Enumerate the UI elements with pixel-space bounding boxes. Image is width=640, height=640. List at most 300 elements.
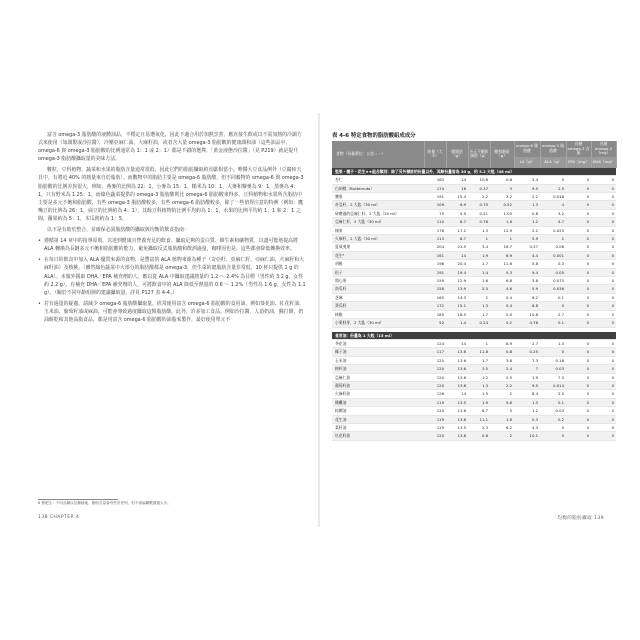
value-cell: 13.6 xyxy=(446,356,468,364)
value-cell: 2.2 xyxy=(514,226,540,234)
value-cell: 1.7 xyxy=(468,356,490,364)
value-cell: 0 xyxy=(566,348,591,356)
table-row xyxy=(332,356,616,364)
header-food: 食物（份量單位：公克＝－） xyxy=(332,141,424,168)
value-cell: 14 xyxy=(446,251,468,259)
food-name-cell: 研磨過的亞麻仁籽，2 大匙（30 ml） xyxy=(332,209,424,217)
food-name-cell: 棉籽油 xyxy=(332,365,424,373)
value-cell: 0 xyxy=(540,423,566,431)
value-cell: 6.2 xyxy=(514,293,540,301)
value-cell: 6.2 xyxy=(490,423,514,431)
value-cell: 3.5 xyxy=(468,365,490,373)
table-row xyxy=(332,319,616,327)
table-row xyxy=(332,209,616,217)
value-cell: 0 xyxy=(566,310,591,318)
value-cell: 0 xyxy=(566,339,591,347)
value-cell: 120 xyxy=(424,407,446,415)
value-cell: 0 xyxy=(566,356,591,364)
value-cell: 0 xyxy=(591,235,616,243)
table-row xyxy=(332,243,616,251)
value-cell: 0 xyxy=(591,243,616,251)
value-cell: 0.52 xyxy=(490,201,514,209)
value-cell: 6.8 xyxy=(514,302,540,310)
value-cell: 0 xyxy=(566,277,591,285)
value-cell: 0 xyxy=(566,381,591,389)
food-name-cell: 核桃 xyxy=(332,310,424,318)
value-cell: 9.5 xyxy=(514,184,540,192)
table-section-header xyxy=(332,168,616,176)
page-number-right: 均衡的脂肪攝取 139 xyxy=(557,516,604,521)
value-cell: 0.1 xyxy=(540,398,566,406)
value-cell: 11.1 xyxy=(468,415,490,423)
book-gutter xyxy=(318,113,320,527)
value-cell: 0 xyxy=(566,176,591,184)
value-cell: 0 xyxy=(566,407,591,415)
table-row xyxy=(332,339,616,347)
food-name-cell: 夏威夷果 xyxy=(332,243,424,251)
value-cell: 8.9 xyxy=(490,339,514,347)
value-cell: 165 xyxy=(424,293,446,301)
food-name-cell: 火麻籽，2 大匙（30 ml） xyxy=(332,235,424,243)
value-cell: 0.014 xyxy=(540,381,566,389)
guideline-list xyxy=(38,237,306,324)
value-cell: 10.6 xyxy=(468,176,490,184)
food-name-cell: 白胡桃（Butternuts） xyxy=(332,184,424,192)
value-cell: 1.3 xyxy=(514,201,540,209)
table-row xyxy=(332,226,616,234)
value-cell: 2.7 xyxy=(540,310,566,318)
header-omega3-long: 長鏈 omega-3 含量 xyxy=(567,141,590,156)
value-cell: 0 xyxy=(591,285,616,293)
value-cell: 9.4 xyxy=(514,268,540,276)
value-cell: 4.4 xyxy=(514,251,540,259)
value-cell: 21.5 xyxy=(446,243,468,251)
value-cell: 5.3 xyxy=(490,268,514,276)
table-row xyxy=(332,268,616,276)
value-cell: 2 xyxy=(490,432,514,440)
value-cell: 119 xyxy=(424,423,446,431)
value-cell: 13.6 xyxy=(446,373,468,381)
value-cell: 2 xyxy=(490,390,514,398)
value-cell: 1 xyxy=(468,339,490,347)
value-cell: 3 xyxy=(490,184,514,192)
value-cell: 109 xyxy=(424,201,446,209)
value-cell: 14.3 xyxy=(446,293,468,301)
value-cell: 8.4 xyxy=(514,390,540,398)
value-cell: 120 xyxy=(424,432,446,440)
value-cell: 15.1 xyxy=(446,302,468,310)
table-row xyxy=(332,432,616,440)
table-row xyxy=(332,201,616,209)
value-cell: 5.9 xyxy=(514,285,540,293)
value-cell: 6.9 xyxy=(446,201,468,209)
value-cell: 1.9 xyxy=(468,251,490,259)
value-cell: 0 xyxy=(591,365,616,373)
value-cell: 6.8 xyxy=(490,277,514,285)
value-cell: 0 xyxy=(566,235,591,243)
value-cell: 2.5 xyxy=(490,310,514,318)
value-cell: 2.5 xyxy=(490,373,514,381)
value-cell: 16 xyxy=(446,184,468,192)
food-name-cell: 小麥胚芽，2 大匙（30 ml） xyxy=(332,319,424,327)
value-cell: 1.9 xyxy=(468,398,490,406)
value-cell: 3.2 xyxy=(540,209,566,217)
value-cell: 0.76 xyxy=(468,218,490,226)
value-cell: 1 xyxy=(490,235,514,243)
value-cell: 0.37 xyxy=(468,184,490,192)
table-row xyxy=(332,184,616,192)
value-cell: 0.8 xyxy=(514,209,540,217)
value-cell: 0 xyxy=(566,319,591,327)
value-cell: 13.6 xyxy=(446,407,468,415)
value-cell: 0 xyxy=(591,184,616,192)
value-cell: 161 xyxy=(424,251,446,259)
food-name-cell: 棕櫚油 xyxy=(332,407,424,415)
food-name-cell: 火麻籽油 xyxy=(332,390,424,398)
value-cell: 4.7 xyxy=(540,218,566,226)
value-cell: 1.4 xyxy=(446,319,468,327)
table-row xyxy=(332,176,616,184)
value-cell: 0 xyxy=(591,415,616,423)
value-cell: 0 xyxy=(566,415,591,423)
table-row xyxy=(332,302,616,310)
table-row xyxy=(332,415,616,423)
value-cell: 9.8 xyxy=(490,398,514,406)
table-row xyxy=(332,398,616,406)
value-cell: 0 xyxy=(566,390,591,398)
value-cell: 120 xyxy=(424,365,446,373)
value-cell: 15.4 xyxy=(446,193,468,201)
value-cell: 2.2 xyxy=(514,193,540,201)
value-cell: 0.37 xyxy=(514,243,540,251)
value-cell: 0 xyxy=(566,251,591,259)
value-cell: 0.8 xyxy=(468,432,490,440)
value-cell: 0 xyxy=(566,423,591,431)
header-omega3-est: 長鏈 omega-3（mg） xyxy=(591,141,616,157)
value-cell: 191 xyxy=(424,268,446,276)
value-cell: 0.073 xyxy=(540,277,566,285)
value-cell: 159 xyxy=(424,277,446,285)
table-row xyxy=(332,310,616,318)
value-cell: 119 xyxy=(424,415,446,423)
value-cell: 14 xyxy=(446,176,468,184)
page-number-left: 138 CHAPTER 4 xyxy=(38,515,80,520)
header-epa: EPA（mg） xyxy=(566,157,591,168)
value-cell: 0.05 xyxy=(540,268,566,276)
table-row xyxy=(332,348,616,356)
value-cell: 1.2 xyxy=(468,373,490,381)
value-cell: 0 xyxy=(591,381,616,389)
value-cell: 0 xyxy=(540,176,566,184)
food-name-cell: 開心果 xyxy=(332,277,424,285)
header-omega3: omega-3 脂肪酸 xyxy=(540,141,566,157)
value-cell: 6.7 xyxy=(468,407,490,415)
value-cell: 178 xyxy=(424,226,446,234)
value-cell: 2 xyxy=(468,293,490,301)
paragraph-1: 富含 omega-3 脂肪酸的液體油品，不穩定且易遭氧化，因此不適合用於加熱烹煮，應直接生飲或以不需加熱的冷調方式來使用（如調製成沙拉醬）。冷壓亞麻仁油、大麻籽油，或者含大量 omega-3 脂肪酸的健康調和油（這些油品中，omega-6 與 omega-3 脂肪酸的比例通常為 1：1 或 2：1）都是不錯的選擇，「黃金液態沙拉醬」（見 P219）就是提升 omega-3 脂肪酸攝取量的美味方法。 xyxy=(38,132,302,163)
food-name-cell: 芝麻 xyxy=(332,293,424,301)
value-cell: 7.3 xyxy=(540,373,566,381)
value-cell: 0 xyxy=(591,319,616,327)
value-cell: 0 xyxy=(566,218,591,226)
value-cell: 13.5 xyxy=(446,423,468,431)
value-cell: 0 xyxy=(566,398,591,406)
value-cell: 2.5 xyxy=(540,184,566,192)
value-cell: 204 xyxy=(424,243,446,251)
value-cell: 5.9 xyxy=(514,235,540,243)
value-cell: 0.3 xyxy=(540,260,566,268)
value-cell: 18.5 xyxy=(446,310,468,318)
value-cell: 3.4 xyxy=(514,176,540,184)
food-name-cell: 葵瓜籽 xyxy=(332,302,424,310)
value-cell: 113 xyxy=(424,235,446,243)
value-cell: 13.6 xyxy=(446,348,468,356)
value-cell: 0 xyxy=(591,251,616,259)
food-name-cell: 南瓜籽 xyxy=(332,285,424,293)
value-cell: 0 xyxy=(591,268,616,276)
value-cell: 0.51 xyxy=(468,209,490,217)
value-cell: 14 xyxy=(446,339,468,347)
value-cell: 1.9 xyxy=(514,373,540,381)
value-cell: 3.8 xyxy=(514,277,540,285)
value-cell: 4.3 xyxy=(514,423,540,431)
table-row xyxy=(332,365,616,373)
value-cell: 13.6 xyxy=(446,365,468,373)
table-row xyxy=(332,390,616,398)
value-cell: 19.4 xyxy=(446,268,468,276)
value-cell: 0 xyxy=(591,277,616,285)
value-cell: 3.4 xyxy=(468,243,490,251)
value-cell: 0.76 xyxy=(514,319,540,327)
value-cell: 13.5 xyxy=(446,398,468,406)
footnote-rule xyxy=(38,499,118,500)
food-name-cell: 葡萄籽油 xyxy=(332,381,424,389)
food-name-cell: 芥花油 xyxy=(332,339,424,347)
value-cell: 1.3 xyxy=(468,381,490,389)
value-cell: 0 xyxy=(591,209,616,217)
food-name-cell: 亞麻仁油 xyxy=(332,373,424,381)
value-cell: 1 xyxy=(468,235,490,243)
value-cell: 1.2 xyxy=(514,407,540,415)
value-cell: 1.4 xyxy=(468,268,490,276)
value-cell: 0.1 xyxy=(540,293,566,301)
value-cell: 0.025 xyxy=(540,226,566,234)
section-label: 食用油：份量為 1 大匙（15 ml） xyxy=(332,332,616,340)
value-cell: 2.2 xyxy=(468,193,490,201)
value-cell: 3.2 xyxy=(490,193,514,201)
value-cell: 0 xyxy=(566,293,591,301)
value-cell: 126 xyxy=(424,390,446,398)
header-omega6: omega-6 脂肪酸 xyxy=(514,141,540,157)
footnote: 8 蕈肥生：不同品種以及種植地，脂肪含量會有些許差別，但不會偏離數據過太多。 xyxy=(38,501,171,505)
value-cell: 163 xyxy=(424,176,446,184)
value-cell: 14 xyxy=(446,390,468,398)
header-saturated: 飽和脂肪（g） xyxy=(490,141,514,168)
value-cell: 110 xyxy=(424,218,446,226)
table-row xyxy=(332,381,616,389)
value-cell: 0 xyxy=(591,339,616,347)
value-cell: 13.6 xyxy=(446,381,468,389)
value-cell: 0 xyxy=(540,432,566,440)
header-la: LA（g） xyxy=(514,157,540,168)
value-cell: 3.8 xyxy=(490,356,514,364)
value-cell: 2.7 xyxy=(514,339,540,347)
table-row xyxy=(332,260,616,268)
table-title: 表 4-6 特定食物的脂肪酸組成成分 xyxy=(332,133,416,139)
value-cell: 2.5 xyxy=(540,390,566,398)
value-cell: 1.6 xyxy=(490,218,514,226)
value-cell: 185 xyxy=(424,310,446,318)
value-cell: 4.6 xyxy=(490,285,514,293)
value-cell: 0 xyxy=(591,432,616,440)
table-row xyxy=(332,277,616,285)
food-name-cell: 松子 xyxy=(332,268,424,276)
value-cell: 120 xyxy=(424,373,446,381)
value-cell: 0 xyxy=(591,293,616,301)
value-cell: 174 xyxy=(424,184,446,192)
book-spread xyxy=(18,113,622,527)
value-cell: 0.03 xyxy=(540,365,566,373)
header-pufa: 多元不飽和脂肪（g） xyxy=(468,141,490,168)
value-cell: 0 xyxy=(566,201,591,209)
value-cell: 0.03 xyxy=(540,407,566,415)
value-cell: 10.1 xyxy=(514,432,540,440)
value-cell: 13.6 xyxy=(446,415,468,423)
header-dha: DHA（mg） xyxy=(591,157,616,168)
value-cell: 12.9 xyxy=(490,226,514,234)
food-name-cell: 菜籽油 xyxy=(332,423,424,431)
left-page-body xyxy=(38,131,306,327)
value-cell: 7.3 xyxy=(514,356,540,364)
value-cell: 1.3 xyxy=(514,398,540,406)
value-cell: 0 xyxy=(591,260,616,268)
value-cell: 0 xyxy=(591,398,616,406)
value-cell: 0 xyxy=(591,218,616,226)
value-cell: 11.8 xyxy=(468,348,490,356)
value-cell: 0.16 xyxy=(540,356,566,364)
value-cell: 0 xyxy=(591,373,616,381)
value-cell: 6.9 xyxy=(490,251,514,259)
food-name-cell: 花生⁸ xyxy=(332,251,424,259)
value-cell: 0.2 xyxy=(540,415,566,423)
value-cell: 4 xyxy=(540,201,566,209)
header-ala: ALA（g） xyxy=(540,157,566,168)
value-cell: 2.4 xyxy=(490,365,514,373)
value-cell: 1.6 xyxy=(468,277,490,285)
value-cell: 0 xyxy=(540,302,566,310)
value-cell: 52 xyxy=(424,319,446,327)
value-cell: 0 xyxy=(566,193,591,201)
value-cell: 0.24 xyxy=(468,319,490,327)
value-cell: 0 xyxy=(591,201,616,209)
value-cell: 0.8 xyxy=(490,348,514,356)
value-cell: 2.2 xyxy=(490,381,514,389)
value-cell: 120 xyxy=(424,356,446,364)
table-row xyxy=(332,423,616,431)
value-cell: 0 xyxy=(591,193,616,201)
value-cell: 0 xyxy=(566,184,591,192)
value-cell: 0.2 xyxy=(490,319,514,327)
value-cell: 0 xyxy=(591,407,616,415)
guideline-item: • 若有過量的疑慮，請減少 omega-6 脂肪酸攝取量。經常使用富含 omega-6 脂肪酸的食用油，例如葵花油、紅花籽油、玉米油、葡萄籽油或麻油，可能會導致過度攝取這類脂肪酸。此外，許多加工食品，例如沙拉醬，人造奶油，蘇打餅，奶油餅乾和其他高脂食品，都是用富含 omega-6 脂肪酸的油脂來製作，最好使用單元不 xyxy=(38,300,306,324)
value-cell: 5.9 xyxy=(446,209,468,217)
value-cell: 0 xyxy=(566,243,591,251)
value-cell: 0 xyxy=(540,348,566,356)
value-cell: 5 xyxy=(490,407,514,415)
value-cell: 12.9 xyxy=(446,277,468,285)
left-page xyxy=(18,113,314,527)
food-name-cell: 榛果 xyxy=(332,226,424,234)
value-cell: 1.7 xyxy=(468,260,490,268)
value-cell: 0 xyxy=(566,365,591,373)
value-cell: 5.4 xyxy=(490,293,514,301)
table-row xyxy=(332,193,616,201)
food-name-cell: 橄欖油 xyxy=(332,398,424,406)
value-cell: 0 xyxy=(591,310,616,318)
value-cell: 2 xyxy=(540,235,566,243)
value-cell: 0 xyxy=(566,226,591,234)
fatty-acid-table xyxy=(332,141,617,441)
value-cell: 119 xyxy=(424,398,446,406)
value-cell: 1.3 xyxy=(468,302,490,310)
value-cell: 120 xyxy=(424,381,446,389)
value-cell: 0 xyxy=(591,356,616,364)
value-cell: 20.4 xyxy=(446,260,468,268)
table-row xyxy=(332,235,616,243)
value-cell: 0.036 xyxy=(540,285,566,293)
value-cell: 0.018 xyxy=(540,193,566,201)
food-name-cell: 腰果 xyxy=(332,193,424,201)
header-total-fat: 總脂肪（g） xyxy=(446,141,468,168)
guideline-item: • 在每日的飲食中加入 ALA 優質來源的食物，是豐富的 ALA 植物來源為種子（奇亞籽、亞麻仁籽、亞麻仁油，火麻籽和大麻籽油）及核桃。（雖然綠色蔬菜中大部分的脂肪酸都是 omega-3，但生菜的總脂肪含量非常低，10 杯只提供 1 g 的 ALA）。未服外援取 DHA／EPA 補充劑的人，應以從 ALA 中攝取建議熱量的 1.2 ～ 2.4% 為目標（男性約 3.2 g，女性約 2.2 g）。有補充 DHA／EPA 補充劑的人，可將飲食中的 ALA 降低至熱量的 0.6 ～ 1.2%（男性為 1.6 g，女性為 1.1 g）。（關於不同年齡組層的建議攝取量，詳見 P127 表 4-4。） xyxy=(38,256,306,296)
food-name-cell: 紅花籽油 xyxy=(332,432,424,440)
value-cell: 0 xyxy=(566,285,591,293)
value-cell: 1.3 xyxy=(468,226,490,234)
value-cell: 2.3 xyxy=(468,423,490,431)
value-cell: 8.7 xyxy=(446,235,468,243)
value-cell: 1.5 xyxy=(468,390,490,398)
value-cell: 75 xyxy=(424,209,446,217)
food-name-cell: 椰子油 xyxy=(332,348,424,356)
value-cell: 9.5 xyxy=(514,381,540,389)
header-energy: 熱量（大卡） xyxy=(424,141,446,168)
value-cell: 0.1 xyxy=(540,319,566,327)
food-name-cell: 花生油 xyxy=(332,415,424,423)
value-cell: 8.7 xyxy=(446,218,468,226)
value-cell: 117 xyxy=(424,348,446,356)
table-row xyxy=(332,251,616,259)
food-name-cell: 亞麻仁籽，2 大匙（30 ml） xyxy=(332,218,424,226)
value-cell: 0.3 xyxy=(514,415,540,423)
value-cell: 11.6 xyxy=(490,260,514,268)
value-cell: 0 xyxy=(566,373,591,381)
value-cell: 1.2 xyxy=(514,218,540,226)
value-cell: 13.9 xyxy=(446,285,468,293)
value-cell: 16.7 xyxy=(490,243,514,251)
value-cell: 2.5 xyxy=(468,285,490,293)
value-cell: 0 xyxy=(566,260,591,268)
table-row xyxy=(332,293,616,301)
food-name-cell: 奇亞籽，2 大匙（30 ml） xyxy=(332,201,424,209)
value-cell: 172 xyxy=(424,302,446,310)
value-cell: 0 xyxy=(591,348,616,356)
value-cell: 0 xyxy=(566,432,591,440)
table-body xyxy=(332,168,616,441)
table-row xyxy=(332,407,616,415)
value-cell: 0 xyxy=(591,423,616,431)
value-cell: 13.6 xyxy=(446,432,468,440)
food-name-cell: 玉米油 xyxy=(332,356,424,364)
